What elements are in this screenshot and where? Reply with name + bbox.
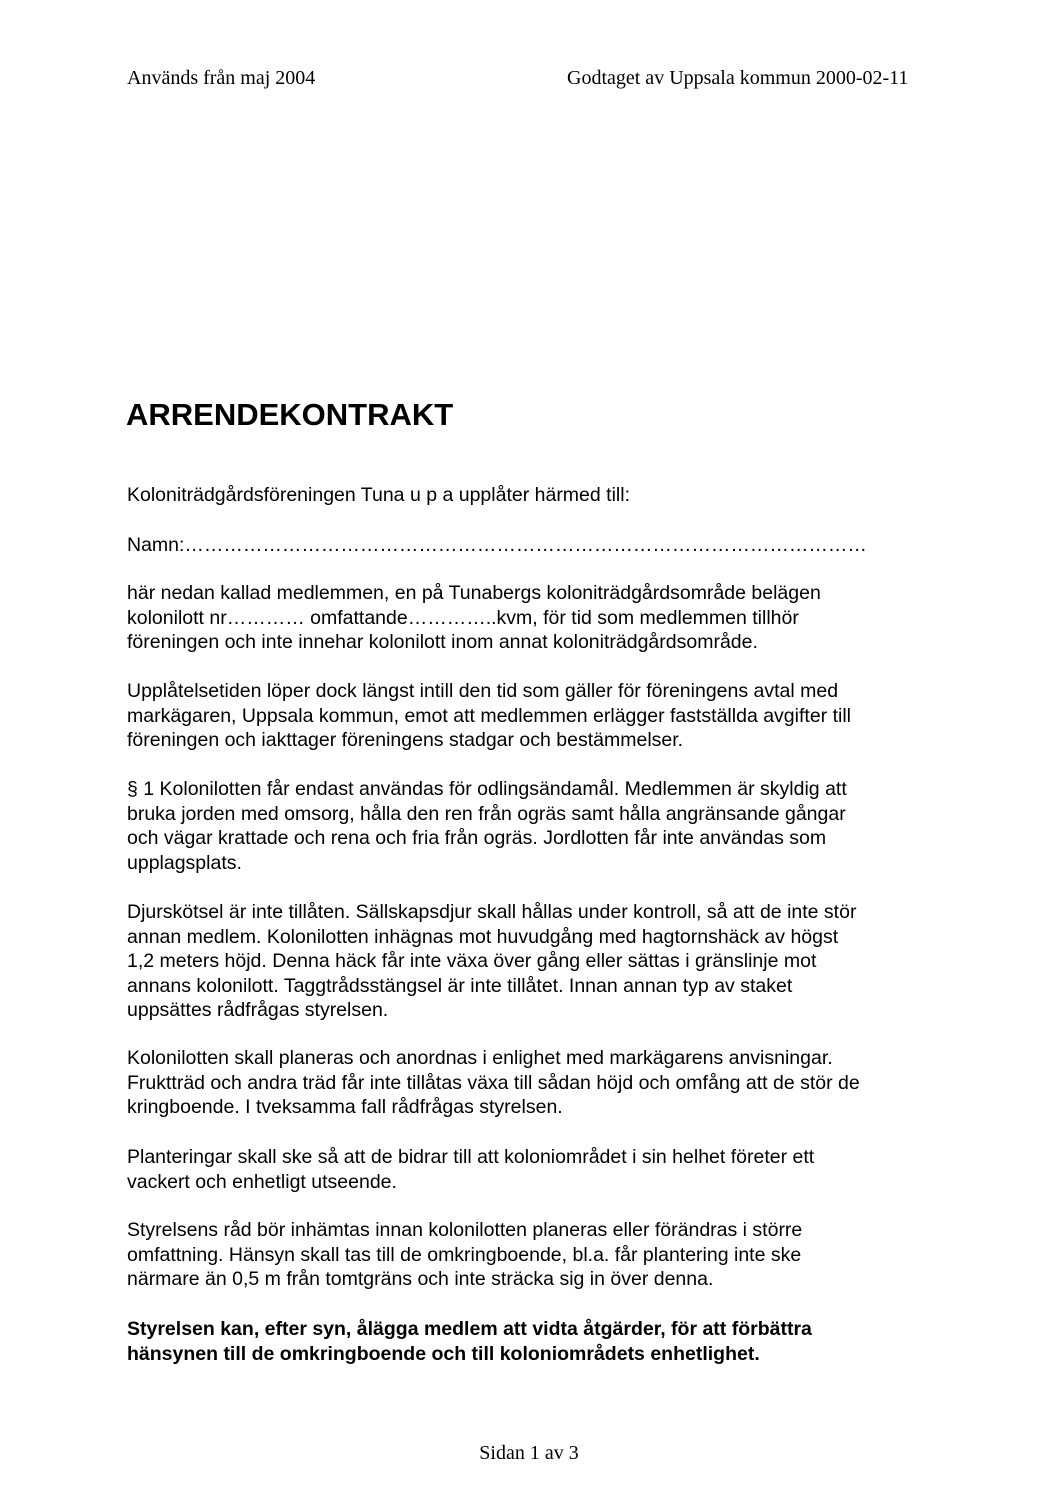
paragraph-line: omfattning. Hänsyn skall tas till de omkringboende, bl.a. får plantering inte ske: [127, 1243, 802, 1266]
paragraph-line: annans kolonilott. Taggtrådsstängsel är inte tillåtet. Innan annan typ av staket: [127, 974, 793, 997]
paragraph-line: Djurskötsel är inte tillåten. Sällskapsdjur skall hållas under kontroll, så att de inte stör: [127, 901, 857, 923]
paragraph-line: Styrelsens råd bör inhämtas innan kolonilotten planeras eller förändras i större: [127, 1219, 803, 1241]
header-left-text: Används från maj 2004: [127, 67, 316, 89]
plantings-paragraph: [127, 1145, 814, 1194]
planning-paragraph: [127, 1046, 860, 1120]
animals-fence-paragraph: [127, 900, 856, 1023]
paragraph-line: Fruktträd och andra träd får inte tillåtas växa till sådan höjd och omfång att de stör de: [127, 1071, 860, 1094]
paragraph-line: 1,2 meters höjd. Denna häck får inte växa över gång eller sättas i gränslinje mot: [127, 950, 817, 972]
board-inspection-paragraph: [127, 1317, 812, 1366]
lease-period-paragraph: [127, 679, 851, 753]
paragraph-line: vackert och enhetligt utseende.: [127, 1170, 397, 1193]
document-title: ARRENDEKONTRAKT: [126, 397, 454, 432]
paragraph-line: närmare än 0,5 m från tomtgräns och inte sträcka sig in över denna.: [127, 1268, 714, 1290]
paragraph-line: annan medlem. Kolonilotten inhägnas mot huvudgång med hagtornshäck av högst: [127, 925, 839, 948]
paragraph-line: föreningen och inte innehar kolonilott inom annat koloniträdgårdsområde.: [127, 631, 758, 653]
paragraph-line: hänsynen till de omkringboende och till koloniområdets enhetlighet.: [127, 1342, 760, 1365]
paragraph-line: kringboende. I tveksamma fall rådfrågas styrelsen.: [127, 1096, 563, 1118]
plot-paragraph: [127, 581, 821, 655]
paragraph-line: uppsättes rådfrågas styrelsen.: [127, 999, 389, 1021]
paragraph-line: Namn:……………………………………………………………………………………………: [127, 534, 867, 556]
paragraph-line: föreningen och iakttager föreningens stadgar och bestämmelser.: [127, 729, 684, 751]
paragraph-line: Styrelsen kan, efter syn, ålägga medlem att vidta åtgärder, för att förbättra: [127, 1318, 812, 1340]
name-field-line: [127, 533, 867, 558]
paragraph-line: upplagsplats.: [127, 851, 242, 874]
paragraph-line: här nedan kallad medlemmen, en på Tunabergs koloniträdgårdsområde belägen: [127, 582, 821, 604]
intro-paragraph: [127, 483, 630, 508]
paragraph-line: Kolonilotten skall planeras och anordnas i enlighet med markägarens anvisningar.: [127, 1047, 833, 1069]
section-1-paragraph: [127, 777, 847, 875]
paragraph-line: § 1 Kolonilotten får endast användas för odlingsändamål. Medlemmen är skyldig att: [127, 778, 847, 800]
paragraph-line: kolonilott nr………… omfattande…………..kvm, för tid som medlemmen tillhör: [127, 606, 799, 629]
paragraph-line: Upplåtelsetiden löper dock längst intill den tid som gäller för föreningens avtal med: [127, 680, 839, 702]
paragraph-line: markägaren, Uppsala kommun, emot att medlemmen erlägger fastställda avgifter till: [127, 704, 851, 727]
paragraph-line: bruka jorden med omsorg, hålla den ren från ogräs samt hålla angränsande gångar: [127, 802, 846, 825]
paragraph-line: och vägar krattade och rena och fria från ogräs. Jordlotten får inte användas som: [127, 827, 827, 849]
board-advice-paragraph: [127, 1218, 802, 1292]
header-right-text: Godtaget av Uppsala kommun 2000-02-11: [567, 67, 909, 89]
page-number: Sidan 1 av 3: [479, 1442, 579, 1464]
paragraph-line: Koloniträdgårdsföreningen Tuna u p a upplåter härmed till:: [127, 484, 630, 506]
paragraph-line: Planteringar skall ske så att de bidrar till att koloniområdet i sin helhet företer ett: [127, 1146, 815, 1168]
